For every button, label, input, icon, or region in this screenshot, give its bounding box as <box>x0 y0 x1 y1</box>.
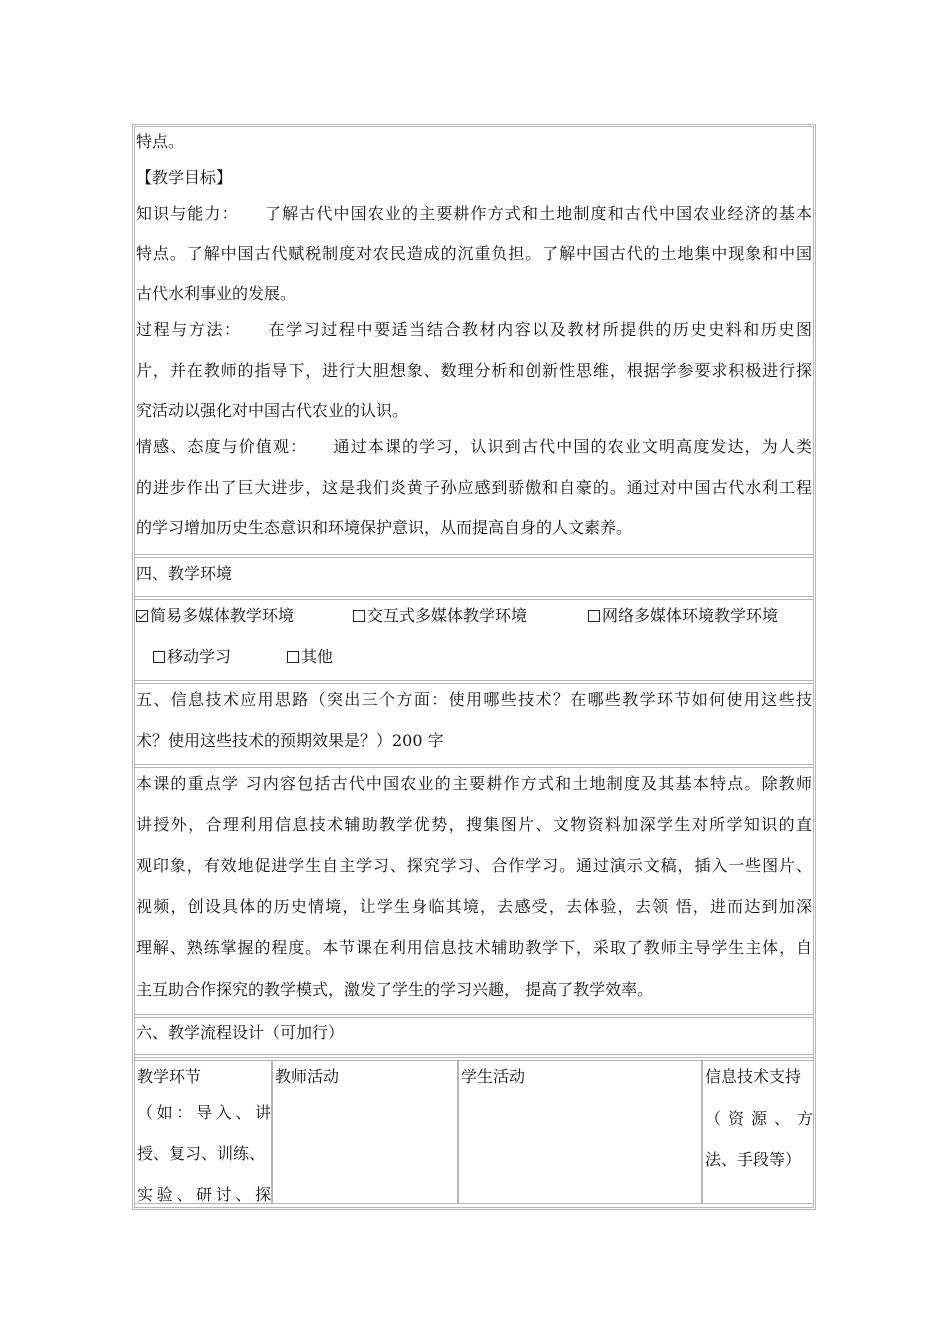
flow-col-stage: 教学环节 （如：导入、讲 授、复习、训练、 实验、研讨、探 <box>134 1060 272 1204</box>
row-divider <box>134 1014 814 1018</box>
knowledge-line: 古代水利事业的发展。 <box>136 284 297 303</box>
it-body-line: 理解、熟练掌握的程度。本节课在利用信息技术辅助教学下，采取了教师主导学生主体，自 <box>136 938 812 957</box>
row-divider <box>134 596 814 600</box>
checkbox-icon[interactable] <box>588 610 600 622</box>
it-title-line: 五、信息技术应用思路（突出三个方面：使用哪些技术？在哪些教学环节如何使用这些技 <box>136 690 812 709</box>
checkbox-icon[interactable] <box>153 651 165 663</box>
env-option-other[interactable]: 其他 <box>287 647 333 667</box>
it-body-line: 观印象，有效地促进学生自主学习、探究学习、合作学习。通过演示文稿，插入一些图片、 <box>136 856 812 875</box>
knowledge-line: 特点。了解中国古代赋税制度对农民造成的沉重负担。了解中国古代的土地集中现象和中国 <box>136 244 812 263</box>
env-option-interactive[interactable]: 交互式多媒体教学环境 <box>353 606 527 626</box>
checkbox-icon[interactable] <box>353 610 365 622</box>
checkbox-icon[interactable] <box>287 651 299 663</box>
process-line: 过程与方法： 在学习过程中要适当结合教材内容以及教材所提供的历史史料和历史图 <box>136 320 812 339</box>
flow-col-student: 学生活动 <box>458 1060 702 1204</box>
it-body-line: 主互助合作探究的教学模式，激发了学生的学习兴趣， 提高了教学效率。 <box>136 980 654 999</box>
it-body-line: 视频，创设具体的历史情境，让学生身临其境，去感受，去体验，去领 悟，进而达到加深 <box>136 897 812 916</box>
row-divider <box>134 764 814 768</box>
checkbox-checked-icon[interactable] <box>136 610 148 622</box>
it-body-line: 讲授外，合理利用信息技术辅助教学优势，搜集图片、文物资料加深学生对所学知识的直 <box>136 815 812 834</box>
row-divider <box>134 1054 814 1058</box>
flow-col-it-support: 信息技术支持 （资源、方 法、手段等） <box>702 1060 814 1204</box>
continued-text: 特点。 <box>136 132 185 151</box>
env-option-simple[interactable]: 简易多媒体教学环境 <box>136 606 294 626</box>
process-line: 片，并在教师的指导下，进行大胆想象、数理分析和创新性思维，根据学参要求积极进行探 <box>136 361 812 380</box>
emotion-line: 的学习增加历史生态意识和环境保护意识，从而提高自身的人文素养。 <box>136 518 633 537</box>
env-option-mobile[interactable]: 移动学习 <box>153 647 231 667</box>
environment-title: 四、教学环境 <box>136 564 233 583</box>
it-body-line: 本课的重点学 习内容包括古代中国农业的主要耕作方式和土地制度及其基本特点。除教师 <box>136 774 812 793</box>
flow-title: 六、教学流程设计（可加行） <box>136 1023 345 1042</box>
row-divider <box>134 554 814 558</box>
emotion-line: 情感、态度与价值观： 通过本课的学习，认识到古代中国的农业文明高度发达，为人类 <box>136 437 812 456</box>
knowledge-line: 知识与能力： 了解古代中国农业的主要耕作方式和土地制度和古代中国农业经济的基本 <box>136 204 812 223</box>
env-option-network[interactable]: 网络多媒体环境教学环境 <box>588 606 778 626</box>
row-divider <box>134 680 814 684</box>
emotion-line: 的进步作出了巨大进步，这是我们炎黄子孙应感到骄傲和自豪的。通过对中国古代水利工程 <box>136 478 812 497</box>
process-line: 究活动以强化对中国古代农业的认识。 <box>136 401 409 420</box>
flow-col-teacher: 教师活动 <box>272 1060 458 1204</box>
it-title-line: 术？使用这些技术的预期效果是？）200 字 <box>136 731 444 750</box>
objectives-heading: 【教学目标】 <box>136 168 233 187</box>
